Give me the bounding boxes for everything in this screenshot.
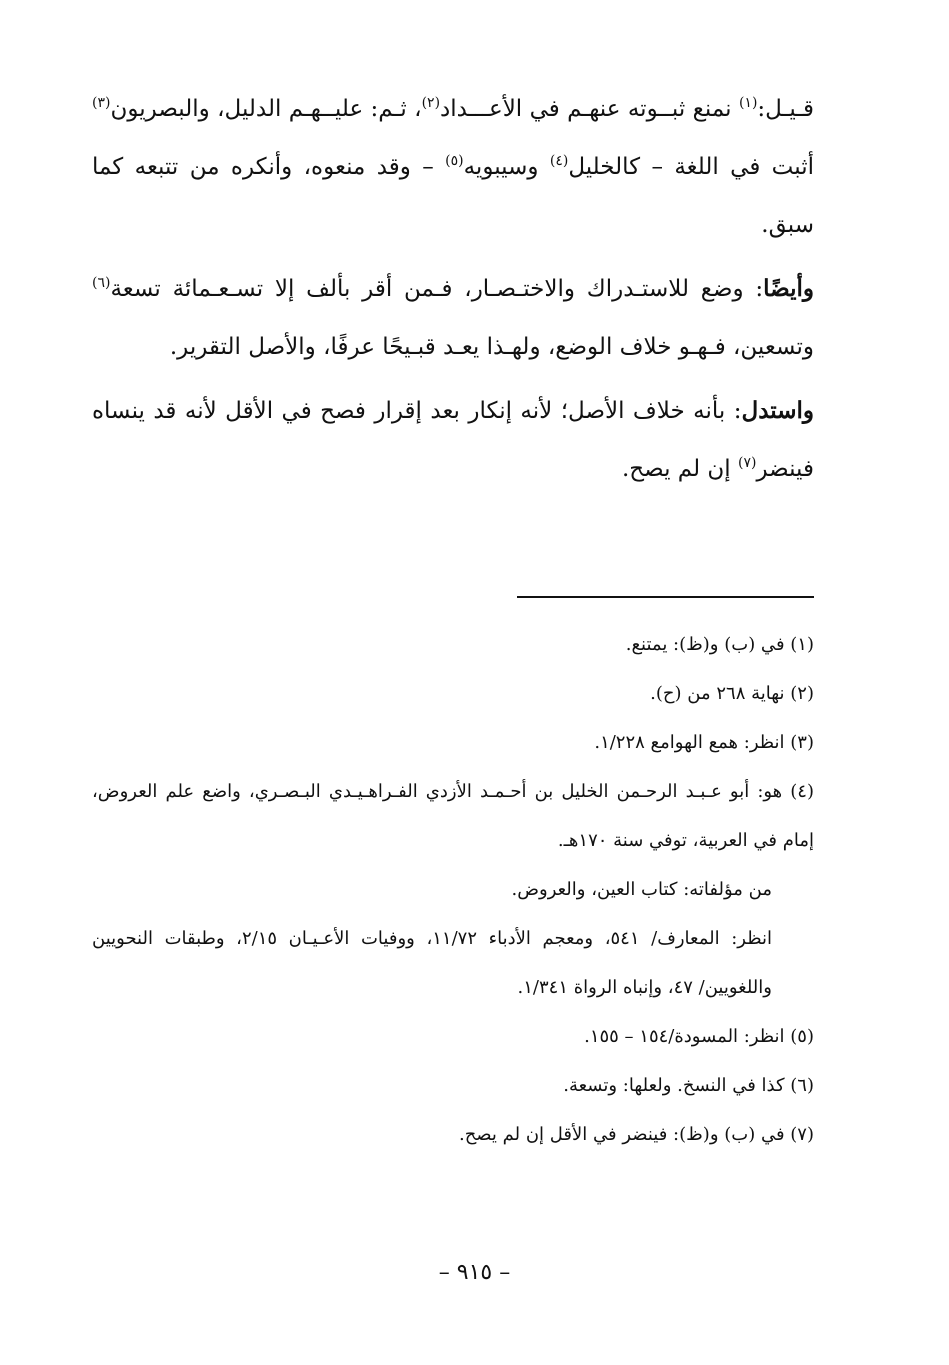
page-number: – ٩١٥ – (438, 1260, 511, 1285)
footnote-3: (٣) انظر: همع الهوامع ١/٢٢٨. (594, 732, 814, 753)
footnote-2: (٢) نهاية ٢٦٨ من (ح). (650, 683, 814, 704)
footnote-ref: (٥) (445, 153, 464, 169)
lead-word: وأيضًا (763, 275, 814, 302)
footnote-separator (517, 596, 814, 598)
main-text (92, 80, 814, 504)
footnote-7: (٧) في (ب) و(ظ): فينضر في الأقل إن لم يصح. (458, 1124, 814, 1145)
footnote-ref: (١) (738, 95, 758, 111)
text-run: إن لم يصح. (621, 456, 739, 482)
footnote-6: (٦) كذا في النسخ. ولعلها: وتسعة. (563, 1075, 814, 1096)
text-run: : بأنه خلاف الأصل؛ لأنه إنكار بعد إقرار فصح في الأقل لأنه قد ينساه فينضر (92, 398, 814, 482)
footnote-ref: (٢) (421, 95, 441, 111)
footnote-ref: (٧) (738, 455, 757, 471)
text-run: نمنع ثبــوته عنهـم في الأعـــداد (440, 96, 739, 122)
text-run: قـيـل: (757, 96, 815, 122)
footnote-4: (٤) هو: أبو عـبـد الرحـمن الخليل بن أحـمـد الأزدي الفـراهـيـدي البـصـري، واضع علم العروض، إمام في العربية، توفي سنة ١٧٠هـ. (92, 781, 814, 851)
lead-word: واستدل (741, 397, 814, 424)
footnote-ref: (٦) (92, 275, 111, 291)
paragraph-2 (92, 260, 814, 376)
paragraph-1 (92, 80, 814, 254)
footnote-5: (٥) انظر: المسودة/١٥٤ – ١٥٥. (584, 1026, 814, 1047)
text-run: أثبت في اللغة – كالخليل (568, 154, 815, 180)
text-run: : وضع للاستـدراك والاختـصـار، فـمن أقر بألف إلا تسـعـمائة تسعة (110, 276, 764, 302)
text-run: ، ثـم: عليــهـم الدليل، والبصريون (110, 96, 422, 122)
text-run: وتسعين، فـهـو خلاف الوضع، ولهـذا يعـد قبـيحًا عرفًا، والأصل التقرير. (169, 334, 814, 360)
footnote-4-works: من مؤلفاته: كتاب العين، والعروض. (511, 879, 772, 900)
paragraph-3 (92, 382, 814, 498)
footnote-1: (١) في (ب) و(ظ): يمتنع. (625, 634, 814, 655)
footnotes (92, 620, 814, 1159)
footnote-4-sources: انظر: المعارف/ ٥٤١، ومعجم الأدباء ١١/٧٢، ووفيات الأعـيـان ٢/١٥، وطبقات النحويين واللغويين/ ٤٧، وإنباه الرواة ١/٣٤١. (92, 928, 772, 998)
text-run: – وقد منعوه، وأنكره من تتبعه كما سبق. (92, 154, 814, 238)
footnote-ref: (٣) (92, 95, 111, 111)
footnote-ref: (٤) (549, 153, 569, 169)
text-run: وسيبويه (463, 154, 550, 180)
